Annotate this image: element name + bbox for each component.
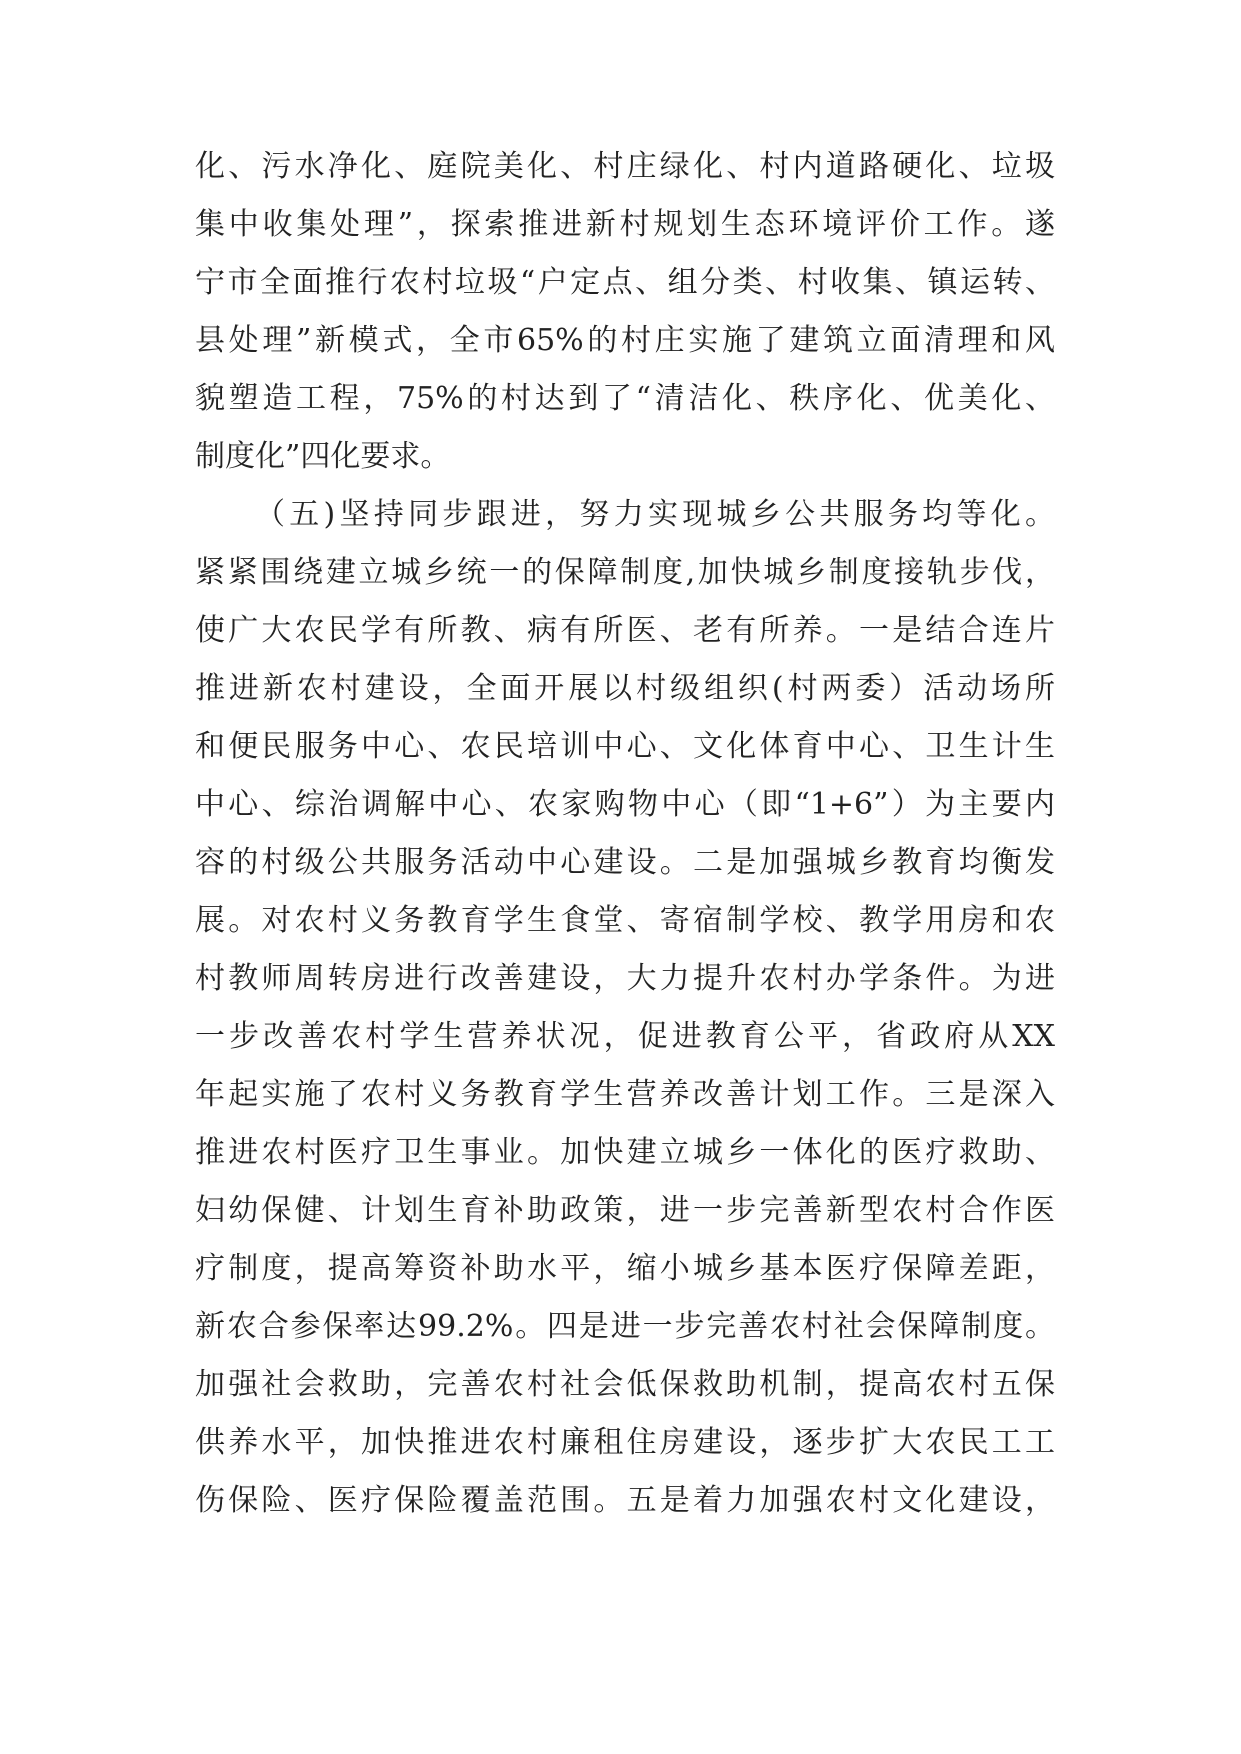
paragraph-line: 伤保险、医疗保险覆盖范围。五是着力加强农村文化建设， (195, 1483, 1055, 1518)
paragraph-line: 容的村级公共服务活动中心建设。二是加强城乡教育均衡发 (195, 845, 1055, 880)
paragraph-line: 加强社会救助，完善农村社会低保救助机制，提高农村五保 (195, 1367, 1055, 1402)
paragraph-line: 化、污水净化、庭院美化、村庄绿化、村内道路硬化、垃圾 (195, 149, 1055, 184)
paragraph-line: 紧紧围绕建立城乡统一的保障制度,加快城乡制度接轨步伐， (195, 555, 1055, 590)
paragraph-line: 年起实施了农村义务教育学生营养改善计划工作。三是深入 (195, 1077, 1055, 1112)
paragraph-line: 疗制度，提高筹资补助水平，缩小城乡基本医疗保障差距， (195, 1251, 1055, 1286)
paragraph-line: 县处理”新模式，全市65%的村庄实施了建筑立面清理和风 (195, 323, 1055, 358)
paragraph-line: 展。对农村义务教育学生食堂、寄宿制学校、教学用房和农 (195, 903, 1055, 938)
section-heading-line: （五)坚持同步跟进，努力实现城乡公共服务均等化。 (255, 497, 1055, 532)
paragraph-line: 制度化”四化要求。 (195, 439, 451, 474)
paragraph-line: 妇幼保健、计划生育补助政策，进一步完善新型农村合作医 (195, 1193, 1055, 1228)
paragraph-line: 中心、综治调解中心、农家购物中心（即“1+6”）为主要内 (195, 787, 1055, 822)
paragraph-line: 推进新农村建设，全面开展以村级组织(村两委）活动场所 (195, 671, 1055, 706)
paragraph-line: 供养水平，加快推进农村廉租住房建设，逐步扩大农民工工 (195, 1425, 1055, 1460)
paragraph-line: 一步改善农村学生营养状况，促进教育公平，省政府从XX (195, 1019, 1055, 1054)
paragraph-line: 和便民服务中心、农民培训中心、文化体育中心、卫生计生 (195, 729, 1055, 764)
paragraph-line: 村教师周转房进行改善建设，大力提升农村办学条件。为进 (195, 961, 1055, 996)
paragraph-line: 推进农村医疗卫生事业。加快建立城乡一体化的医疗救助、 (195, 1135, 1055, 1170)
paragraph-line: 集中收集处理”，探索推进新村规划生态环境评价工作。遂 (195, 207, 1055, 242)
paragraph-line: 新农合参保率达99.2%。四是进一步完善农村社会保障制度。 (195, 1309, 1055, 1344)
paragraph-line: 貌塑造工程，75%的村达到了“清洁化、秩序化、优美化、 (195, 381, 1055, 416)
paragraph-line: 宁市全面推行农村垃圾“户定点、组分类、村收集、镇运转、 (195, 265, 1055, 300)
paragraph-line: 使广大农民学有所教、病有所医、老有所养。一是结合连片 (195, 613, 1055, 648)
